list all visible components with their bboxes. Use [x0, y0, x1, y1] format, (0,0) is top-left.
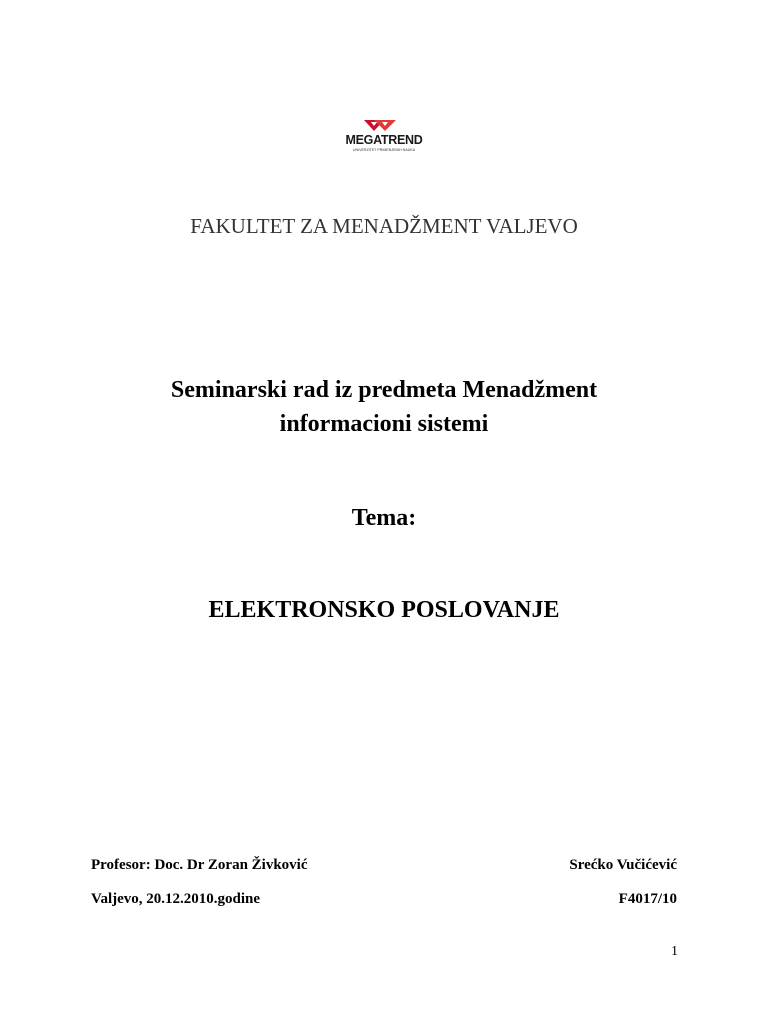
professor-line: Profesor: Doc. Dr Zoran Živković — [91, 857, 308, 873]
place-date-line: Valjevo, 20.12.2010.godine — [91, 891, 261, 907]
faculty-heading: FAKULTET ZA MENADŽMENT VALJEVO — [190, 214, 578, 238]
subject-heading — [0, 373, 768, 441]
page-number: 1 — [671, 944, 678, 959]
logo-subtitle: UNIVERZITET PRIMENJENIH NAUKA — [352, 148, 416, 152]
megatrend-logo — [338, 120, 430, 158]
author-name: Srećko Vučićević — [569, 857, 677, 873]
topic-label: Tema: — [351, 505, 417, 531]
logo-triangles-icon — [338, 120, 430, 134]
index-number: F4017/10 — [618, 891, 677, 907]
logo-name: MEGATREND — [345, 133, 423, 147]
topic-title: ELEKTRONSKO POSLOVANJE — [208, 597, 560, 623]
subject-line-1: Seminarski rad iz predmeta Menadžment — [170, 377, 598, 403]
subject-line-2: informacioni sistemi — [279, 411, 489, 437]
